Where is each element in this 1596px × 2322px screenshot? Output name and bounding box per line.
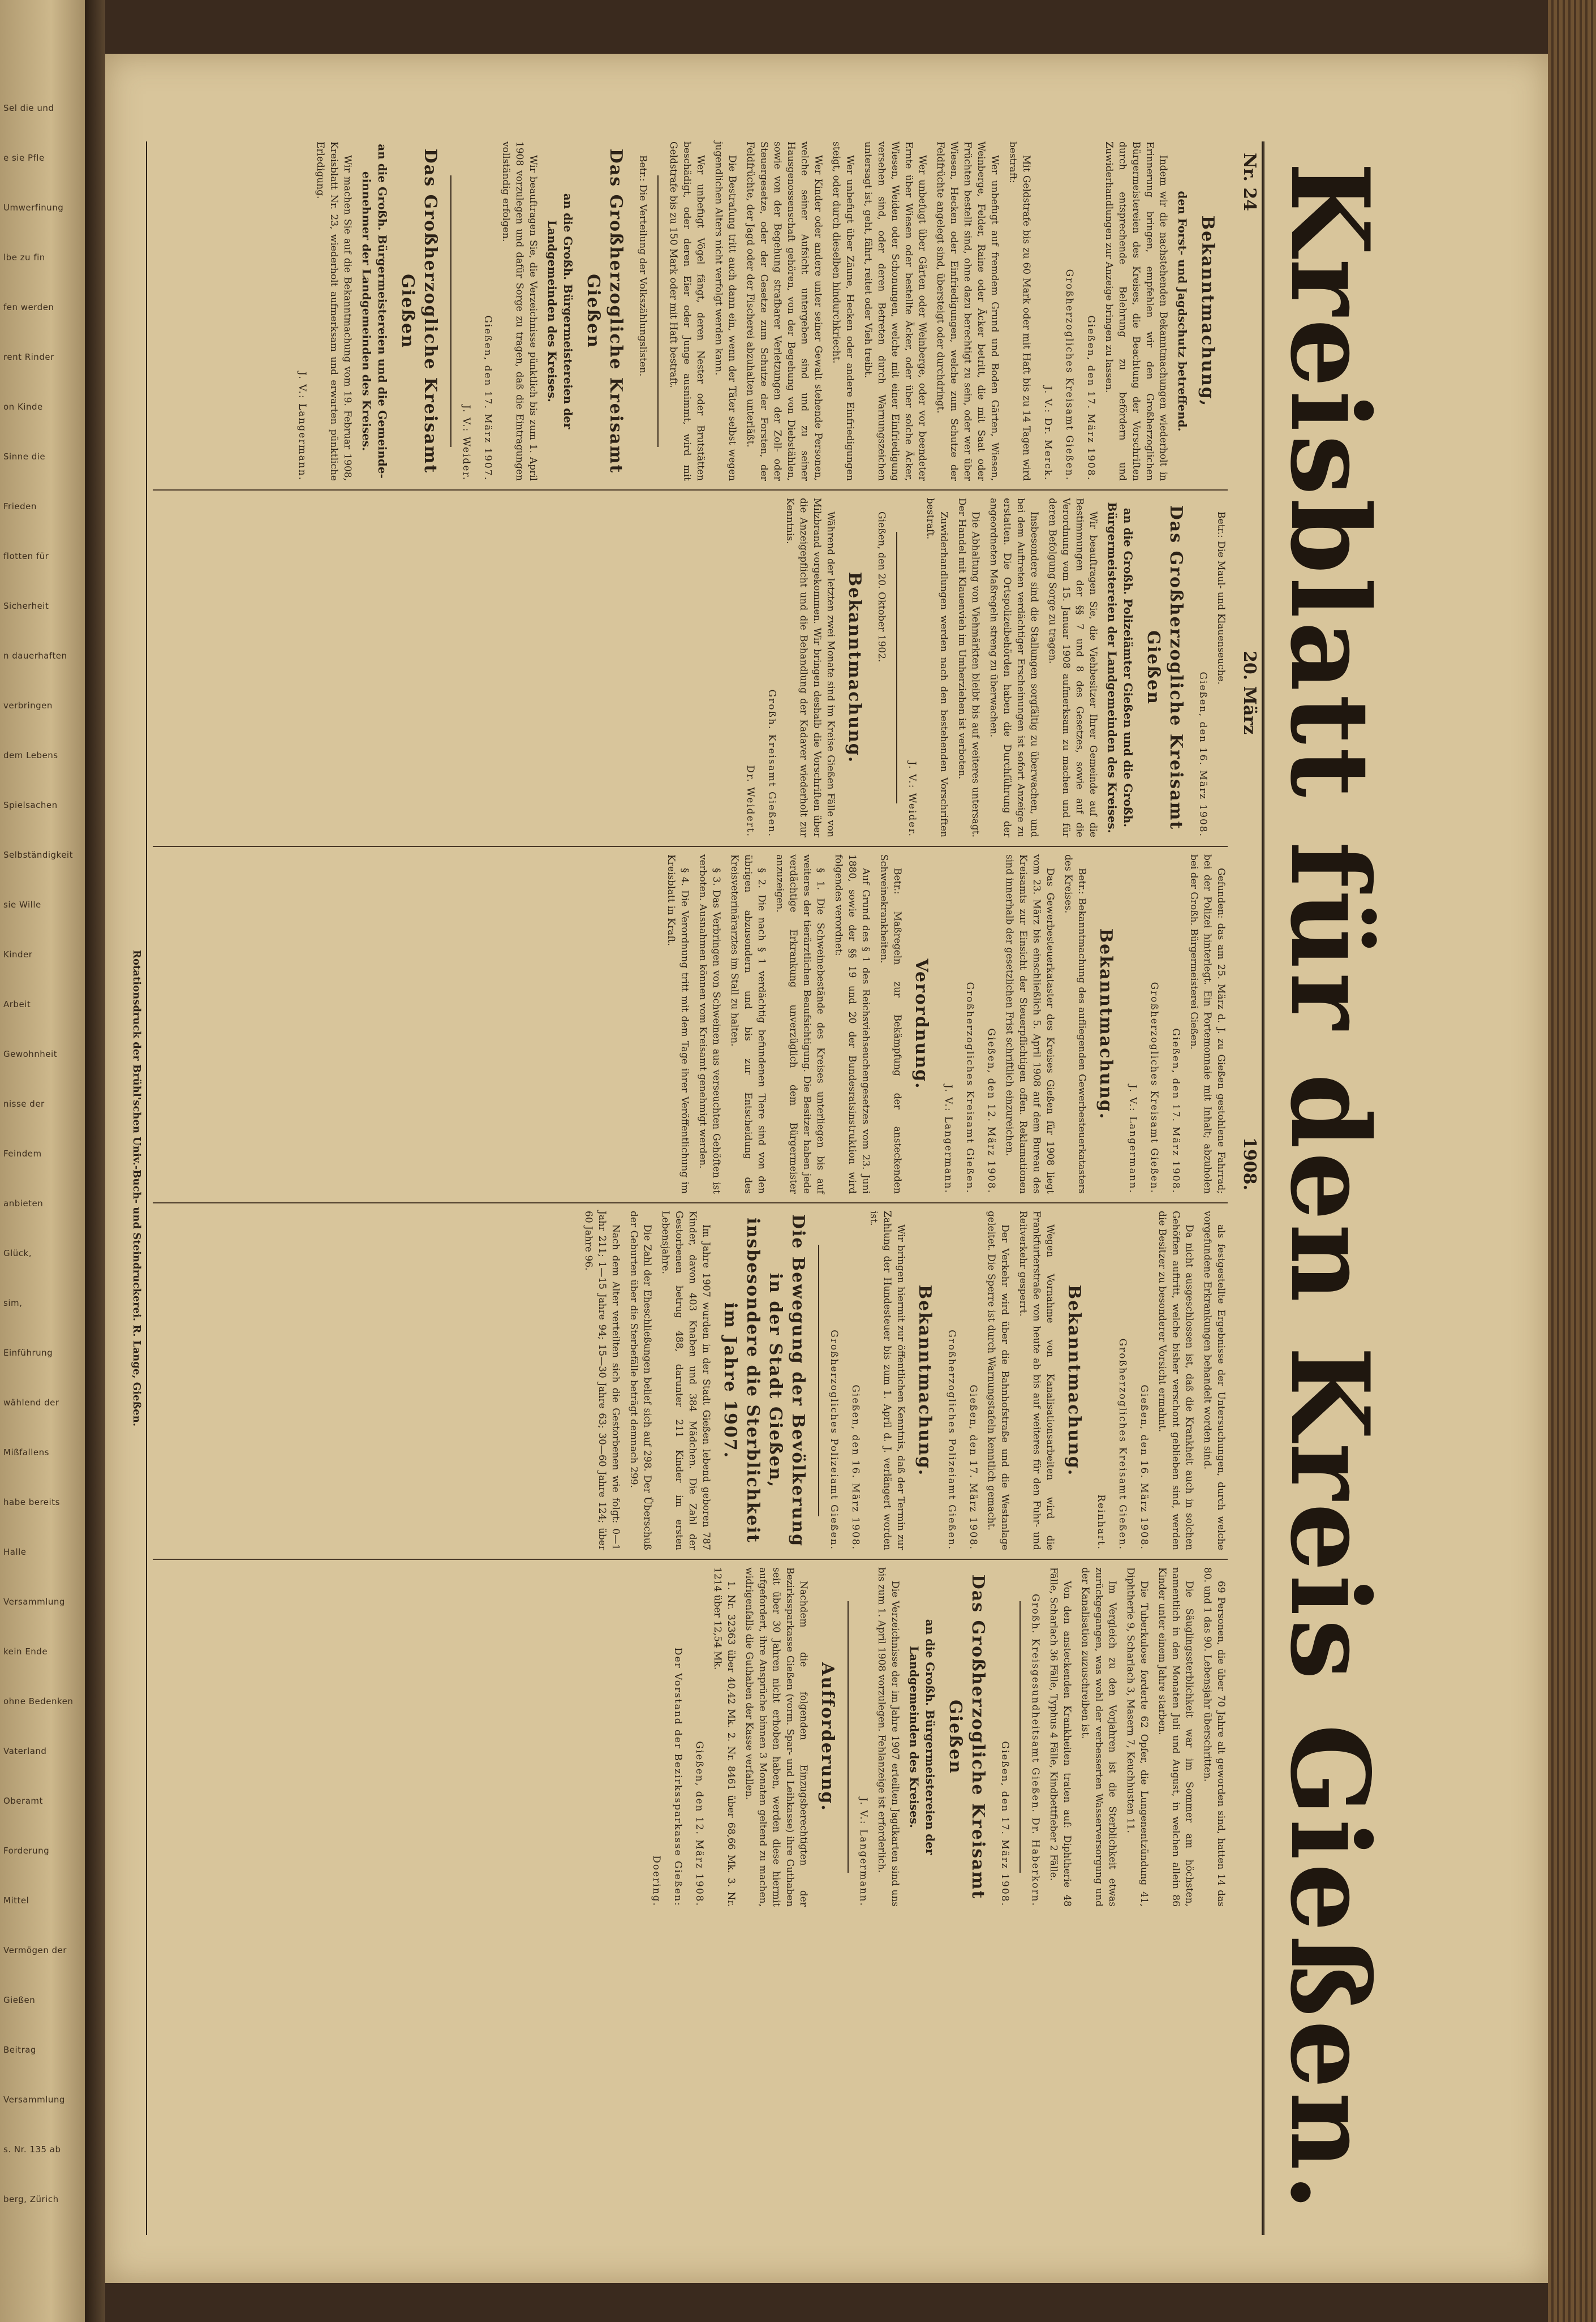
paragraph: Wer unbefugt über Gärten oder Weinberge, oder vor beendeter Ernte über Wiesen oder bestellte Äcker, oder über solche Äcker, Wiesen, Weiden oder Schonungen, welche mit einer Einfriedigung versehen sind, oder deren Betreten durch Warnungszeichen untersagt ist, geht, fährt, reitet oder Vieh treibt. (862, 141, 928, 481)
paragraph: Die Abhaltung von Viehmärkten bleibt bis auf weiteres untersagt. Der Handel mit Klauenvieh im Umherziehen ist verboten. (956, 498, 981, 837)
paragraph: Wer unbefugt auf fremdem Grund und Boden Gärten, Wiesen, Weinberge, Felder, Raine oder Äcker betritt, die mit Saat oder Früchten bestellt sind, ohne dazu berechtigt zu sein, oder wer über Wiesen, Hecken oder Einfriedigungen, welche zum Schutze der Feldfrüchte angelegt sind, übersteigt oder durchdringt. (935, 141, 1000, 481)
signature-line: J. V.: Weider. (906, 761, 918, 837)
facing-page-text-fragment: n dauerhaften (3, 651, 67, 661)
facing-page-text-fragment: Vermögen der (3, 1945, 67, 1955)
signature-line: Großherzogliches Polizeiamt Gießen. (946, 1330, 957, 1550)
facing-page-text-fragment: e sie Pfle (3, 153, 45, 163)
paragraph: 1. Nr. 32363 über 40,42 Mk. 2. Nr. 8461 über 68,66 Mk. 3. Nr. 1214 über 12,54 Mk. (712, 1567, 737, 1907)
facing-page-text-fragment: ohne Bedenken (3, 1696, 74, 1706)
page-stack-edge (1548, 0, 1596, 2322)
paragraph: Auf Grund des § 1 des Reichsviehseuchengesetzes vom 23. Juni 1880, sowie der §§ 19 und 20 der Bundesratsinstruktion wird folgendes verordnet: (833, 854, 871, 1194)
signature-line: Großh. Kreisamt Gießen. (766, 689, 777, 837)
issue-year: 1908. (1240, 1137, 1259, 1190)
section-heading: Bekanntmachung. (845, 571, 864, 764)
facing-page-text-fragment: Beitrag (3, 2045, 36, 2055)
facing-page-text-fragment: Einführung (3, 1348, 53, 1358)
signature-line: J. V.: Dr. Merck. (1042, 386, 1053, 481)
facing-page-text-fragment: Oberamt (3, 1796, 43, 1806)
signature-line: Großherzogliches Kreisamt Gießen. (1064, 269, 1075, 481)
paragraph: Indem wir die nachstehenden Bekanntmachungen wiederholt in Erinnerung bringen, empfehlen wir den Großherzoglichen Bürgermeistereien des Kreises, die Beachtung der Vorschriften durch entsprechende Belehrung zu befördern und Zuwiderhandlungen zur Anzeige bringen zu lassen. (1103, 141, 1169, 481)
paragraph: Gießen, den 20. Oktober 1902. (876, 511, 887, 663)
facing-page-text-fragment: on Kinde (3, 402, 43, 412)
facing-page-edge (0, 0, 85, 2322)
facing-page-text-fragment: Feindem (3, 1149, 42, 1159)
section-heading: Das Großherzogliche Kreisamt Gießen (1143, 505, 1186, 831)
paragraph: Die Bestrafung tritt auch dann ein, wenn der Täter selbst wegen jugendlichen Alters nicht verfolgt werden kann. (713, 141, 738, 481)
section-subheading: an die Großh. Polizeiämter Gießen und die Großh. Bürgermeistereien der Landgemeinden des Kreises. (1105, 502, 1135, 833)
facing-page-text-fragment: Sicherheit (3, 601, 49, 611)
signature-line: Gießen, den 17. März 1907. (482, 315, 493, 481)
section-rule (896, 532, 897, 803)
section-rule (848, 1601, 849, 1873)
signature-line: Gießen, den 12. März 1908. (986, 1028, 997, 1194)
column-1 (287, 141, 1228, 481)
facing-page-text-fragment: kein Ende (3, 1646, 48, 1657)
signature-line: J. V.: Langermann. (858, 1797, 869, 1907)
signature-line: Dr. Weidert. (745, 765, 756, 837)
section-heading: Bekanntmachung. (1096, 928, 1116, 1120)
signature-line: Gießen, den 17. März 1908. (1170, 1028, 1181, 1194)
facing-page-text-fragment: Halle (3, 1547, 27, 1557)
newspaper-title: Kreisblatt für den Kreis Gießen. (1267, 162, 1393, 2214)
paragraph: Wir beauftragen Sie, die Viehbesitzer Ihrer Gemeinde auf die Bestimmungen der §§ 7 und 8 des Gesetzes, sowie auf die Verordnung vom 15. Januar 1908 aufmerksam zu machen und für deren Befolgung Sorge zu tragen. (1047, 498, 1099, 837)
column-3 (660, 854, 1228, 1194)
signature-line: Gießen, den 17. März 1908. (1085, 315, 1096, 481)
paragraph: Wir beauftragen Sie, die Verzeichnisse pünktlich bis zum 1. April 1908 vorzulegen und dafür Sorge zu tragen, daß die Eintragungen vollständig erfolgen. (500, 141, 539, 481)
issue-number: Nr. 24 (1240, 153, 1259, 212)
paragraph: Im Jahre 1907 wurden in der Stadt Gießen lebend geboren 787 Kinder, davon 403 Knaben und 384 Mädchen. Die Zahl der Gestorbenen betrug 488, darunter 211 Kinder im ersten Lebensjahre. (660, 1211, 712, 1550)
paragraph: Nach dem Alter verteilten sich die Gestorbenen wie folgt: 0—1 Jahr 211; 1—15 Jahre 94; 15—30 Jahre 63; 30—60 Jahre 124; über 60 Jahre 96. (583, 1211, 621, 1550)
section-rule (657, 175, 659, 447)
column-2 (735, 498, 1228, 837)
facing-page-text-fragment: Forderung (3, 1846, 50, 1856)
signature-line: Großherzogliches Kreisamt Gießen. (964, 982, 975, 1194)
facing-page-text-fragment: Selbständigkeit (3, 850, 73, 860)
facing-page-text-fragment: Mittel (3, 1895, 29, 1906)
masthead (1240, 141, 1393, 2235)
facing-page-text-fragment: Gießen (3, 1995, 36, 2005)
printer-imprint: Rotationsdruck der Brühl'schen Univ.-Buch- und Steindruckerei. R. Lange, Gießen. (131, 141, 147, 2235)
signature-line: Gießen, den 16. März 1908. (850, 1384, 861, 1550)
paragraph: als festgestellte Ergebnisse der Untersuchungen, durch welche vorgefundene Erkrankungen behandelt worden sind. (1202, 1211, 1227, 1550)
facing-page-text-fragment: s. Nr. 135 ab (3, 2144, 61, 2155)
signature-line: Doering. (651, 1855, 662, 1907)
column-divider (153, 846, 1228, 847)
paragraph: Wer Kinder oder andere unter seiner Gewalt stehende Personen, welche seiner Aufsicht untergeben sind und zu seiner Hausgenossenschaft gehören, von der Begehung von Diebstählen, sowie von der Begehung strafbarer Verletzungen der Zoll- oder Steuergesetze, oder der Gesetze zum Schutze der Forsten, der Feldfrüchte, der Jagd oder der Fischerei abzuhalten unterläßt. (745, 141, 824, 481)
paragraph: Zuwiderhandlungen werden nach den bestehenden Vorschriften bestraft. (924, 498, 949, 837)
facing-page-text-fragment: habe bereits (3, 1497, 60, 1507)
facing-page-text-fragment: Kinder (3, 949, 33, 960)
paragraph: Mit Geldstrafe bis zu 60 Mark oder mit Haft bis zu 14 Tagen wird bestraft: (1007, 141, 1032, 481)
signature-line: J. V.: Weider. (461, 405, 472, 481)
paragraph: Die Verzeichnisse der im Jahre 1907 erteilten Jagdkarten sind uns bis zum 1. April 1908 vorzulegen. Fehlanzeige ist erforderlich. (876, 1567, 901, 1907)
section-rule (450, 175, 451, 447)
section-subheading: den Forst- und Jagdschutz betreffend. (1176, 191, 1189, 432)
paragraph: Im Vergleich zu den Vorjahren ist die Sterblichkeit etwas zurückgegangen, was wohl der verbesserten Wasserversorgung und der Kanalisation zuzuschreiben ist. (1079, 1567, 1118, 1907)
column-divider (153, 1559, 1228, 1560)
facing-page-text-fragment: Frieden (3, 501, 37, 511)
paragraph: Von den ansteckenden Krankheiten traten auf: Diphtherie 48 Fälle, Scharlach 36 Fälle, Typhus 4 Fälle, Kindbettfieber 2 Fälle. (1048, 1567, 1073, 1907)
section-subheading: an die Großh. Bürgermeistereien der Landgemeinden des Kreises. (907, 1619, 937, 1855)
facing-page-text-fragment: rent Rinder (3, 352, 54, 362)
paragraph: Wer unbefugt über Zäune, Hecken oder andere Einfriedigungen steigt, oder durch dieselben hindurchkriecht. (831, 141, 855, 481)
paragraph: Das Gewerbesteuerkataster des Kreises Gießen für 1908 liegt vom 23. März bis einschließlich 5. April 1908 auf dem Bureau des Kreisamts zur Einsicht der Steuerpflichtigen offen. Reklamationen sind innerhalb der gesetzlichen Frist schriftlich einzureichen. (1004, 854, 1056, 1194)
facing-page-text-fragment: verbringen (3, 700, 53, 711)
signature-line: Großherzogliches Kreisamt Gießen. (1148, 982, 1160, 1194)
facing-page-text-fragment: Versammlung (3, 1597, 65, 1607)
column-divider (153, 489, 1228, 491)
section-heading: Die Bewegung der Bevölkerung in der Stadt Gießen, insbesondere die Sterblichkeit im Jahre 1907. (720, 1214, 808, 1547)
signature-line: Gießen, den 17. März 1908. (967, 1384, 979, 1550)
paragraph: Betr.: Die Verteilung der Volkszählungslisten. (637, 155, 648, 377)
facing-page-text-fragment: wählend der (3, 1398, 59, 1408)
signature-line: Großh. Kreisgesundheitsamt Gießen. Dr. Haberkorn. (1030, 1593, 1041, 1907)
signature-line: Großherzogliches Polizeiamt Gießen. (828, 1330, 840, 1550)
paragraph: Betr.: Maßregeln zur Bekämpfung der ansteckenden Schweinekrankheiten. (878, 854, 903, 1194)
facing-page-text-fragment: Spielsachen (3, 800, 58, 810)
facing-page-text-fragment: Umwerfinung (3, 203, 64, 213)
paragraph: Betr.: Bekanntmachung des aufliegenden Gewerbesteuerkatasters des Kreises. (1062, 854, 1087, 1194)
paragraph: § 1. Die Schweinebestände des Kreises unterliegen bis auf weiteres der tierärztlichen Beaufsichtigung. Die Besitzer haben jede verdächtige Erkrankung unverzüglich dem Bürgermeister anzuzeigen. (774, 854, 826, 1194)
section-rule (1019, 1601, 1021, 1873)
column-5 (642, 1567, 1228, 1907)
facing-page-text-fragment: dem Lebens (3, 750, 58, 760)
facing-page-text-fragment: nisse der (3, 1099, 45, 1109)
section-heading: Verordnung. (911, 958, 931, 1090)
column-4 (577, 1211, 1228, 1550)
section-heading: Das Großherzogliche Kreisamt Gießen (945, 1574, 988, 1900)
paragraph: Insbesondere sind die Stallungen sorgfältig zu überwachen, und bei dem Auftreten verdächtiger Erscheinungen ist sofort Anzeige zu erstatten. Die Ortspolizeibehörden haben die Durchführung der angeordneten Maßregeln streng zu überwachen. (988, 498, 1040, 837)
facing-page-text-fragment: Sinne die (3, 452, 46, 462)
signature-line: J. V.: Langermann. (296, 371, 308, 481)
issue-info-row (1239, 141, 1264, 2235)
section-heading: Das Großherzogliche Kreisamt Gießen (583, 148, 626, 474)
facing-page-text-fragment: Vaterland (3, 1746, 47, 1756)
column-divider (153, 1202, 1228, 1203)
signature-line: Gießen, den 12. März 1908. (694, 1741, 705, 1907)
facing-page-text-fragment: Versammlung (3, 2095, 65, 2105)
section-heading: Bekanntmachung. (915, 1284, 935, 1477)
signature-line: Reinhart. (1095, 1494, 1107, 1550)
section-heading: Das Großherzogliche Kreisamt Gießen (398, 148, 440, 474)
signature-line: Gießen, den 16. März 1908. (1138, 1384, 1150, 1550)
issue-date: 20. März (1240, 651, 1259, 735)
facing-page-text-fragment: fen werden (3, 302, 54, 312)
paragraph: Gefunden: das am 25. März d. J. zu Gießen gestohlene Fahrrad; bei der Polizei hinterlegt. Ein Portemonnaie mit Inhalt; abzuholen bei der Großh. Bürgermeisterei Gießen. (1188, 854, 1227, 1194)
signature-line: Großherzogliches Kreisamt Gießen. (1117, 1338, 1128, 1550)
paragraph: Die Zahl der Eheschließungen belief sich auf 298. Der Überschuß der Geburten über die Sterbefälle beträgt demnach 299. (628, 1211, 653, 1550)
rotated-page-content (119, 141, 1392, 2235)
section-heading: Aufforderung. (818, 1662, 837, 1812)
paragraph: § 4. Die Verordnung tritt mit dem Tage ihrer Veröffentlichung im Kreisblatt in Kraft. (665, 854, 690, 1194)
paragraph: Während der letzten zwei Monate sind im Kreise Gießen Fälle von Milzbrand vorgekommen. Wir bringen deshalb die Vorschriften über die Anzeigepflicht und die Behandlung der Kadaver wiederholt zur Kenntnis. (784, 498, 836, 837)
paragraph: Betr.: Die Maul- und Klauenseuche. (1215, 511, 1227, 685)
paragraph: Die Tuberkulose forderte 62 Opfer, die Lungenentzündung 41, Diphtherie 9, Scharlach 3, Masern 7, Keuchhusten 11. (1125, 1567, 1150, 1907)
facing-page-text-fragment: sie Wille (3, 900, 41, 910)
book-gutter (85, 0, 105, 2322)
facing-page-text-fragment: lbe zu fin (3, 252, 45, 263)
facing-page-text-fragment: Glück, (3, 1248, 32, 1258)
facing-page-text-fragment: flotten für (3, 551, 49, 561)
signature-line: J. V.: Langermann. (943, 1084, 954, 1194)
signature-line: Der Vorstand der Bezirkssparkasse Gießen: (672, 1647, 683, 1907)
paragraph: Nachdem die folgenden Einzugsberechtigten der Bezirkssparkasse Gießen (vorm. Spar- und Leihkasse) ihre Guthaben seit über 30 Jahren nicht erhoben haben, werden diese hiermit aufgefordert, ihre Ansprüche binnen 3 Monaten geltend zu machen, widrigenfalls die Guthaben der Kasse verfallen. (743, 1567, 809, 1907)
paragraph: Da nicht ausgeschlossen ist, daß die Krankheit auch in solchen Gehöften auftritt, welche bisher verschont geblieben sind, werden die Besitzer zu besonderer Vorsicht ermahnt. (1156, 1211, 1195, 1550)
paragraph: Die Säuglingssterblichkeit war im Sommer am höchsten, namentlich in den Monaten Juli und August, in welchen allein 86 Kinder unter einem Jahre starben. (1156, 1567, 1195, 1907)
section-heading: Bekanntmachung. (1064, 1284, 1084, 1477)
paragraph: Wer unbefugt Vögel fängt, deren Nester oder Brutstätten beschädigt, oder deren Eier oder Junge ausnimmt, wird mit Geldstrafe bis zu 150 Mark oder mit Haft bestraft. (668, 141, 706, 481)
paragraph: § 3. Das Verbringen von Schweinen aus verseuchten Gehöften ist verboten. Ausnahmen können vom Kreisamt genehmigt werden. (697, 854, 722, 1194)
section-subheading: an die Großh. Bürgermeistereien der Landgemeinden des Kreises. (545, 193, 575, 429)
paragraph: Der Verkehr wird über die Bahnhofstraße und die Westanlage geleitet. Die Sperre ist durch Warnungstafeln kenntlich gemacht. (986, 1211, 1010, 1550)
facing-page-text-fragment: Arbeit (3, 999, 31, 1009)
section-subheading: an die Großh. Bürgermeistereien und die Gemeinde-einnehmer der Landgemeinden des Kreises. (360, 144, 389, 479)
facing-page-text-fragment: Gewohnheit (3, 1049, 58, 1059)
facing-page-text-fragment: Mißfallens (3, 1447, 49, 1457)
paragraph: § 2. Die nach § 1 verdächtig befundenen Tiere sind von den übrigen abzusondern und bis zur Entscheidung des Kreisveterinärarztes im Stall zu halten. (729, 854, 767, 1194)
signature-line: Gießen, den 16. März 1908. (1197, 672, 1208, 837)
paragraph: Wir machen Sie auf die Bekanntmachung vom 19. Februar 1908, Kreisblatt Nr. 23, wiederholt aufmerksam und erwarten pünktliche Erledigung. (315, 141, 353, 481)
signature-line: J. V.: Langermann. (1127, 1084, 1138, 1194)
paragraph: Wegen Vornahme von Kanalisationsarbeiten wird die Frankfurterstraße von heute ab bis auf weiteres für den Fuhr- und Reitverkehr gesperrt. (1017, 1211, 1056, 1550)
paragraph: 69 Personen, die über 70 Jahre alt geworden sind, hatten 14 das 80. und 1 das 90. Lebensjahr überschritten. (1202, 1567, 1227, 1907)
signature-line: Gießen, den 17. März 1908. (999, 1741, 1010, 1907)
facing-page-text-fragment: berg, Zürich (3, 2194, 59, 2204)
section-heading: Bekanntmachung, (1198, 215, 1218, 407)
paragraph: Wir bringen hiermit zur öffentlichen Kenntnis, daß der Termin zur Zahlung der Hundesteuer bis zum 1. April d. J. verlängert worden ist. (868, 1211, 906, 1550)
facing-page-text-fragment: sim, (3, 1298, 23, 1308)
facing-page-text-fragment: Sel die und (3, 103, 54, 113)
section-rule (818, 1245, 819, 1516)
facing-page-text-fragment: anbieten (3, 1198, 44, 1209)
